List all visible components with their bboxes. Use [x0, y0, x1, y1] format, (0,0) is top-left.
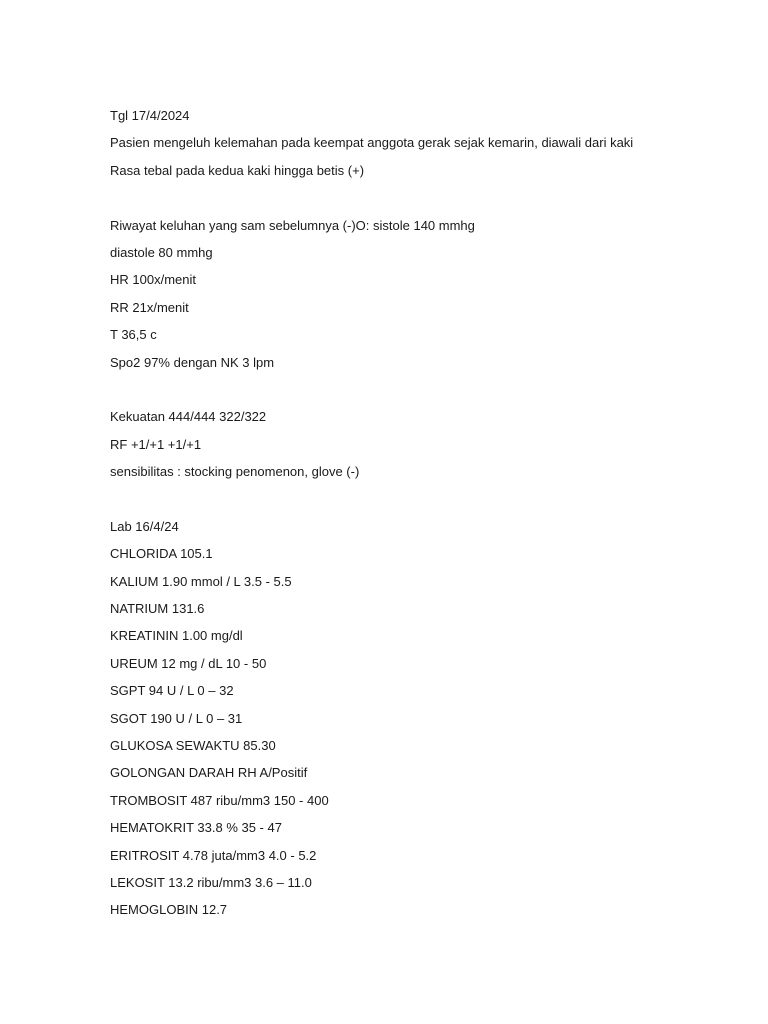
lab-result-row: GLUKOSA SEWAKTU 85.30 — [110, 737, 276, 753]
lab-result-row: LEKOSIT 13.2 ribu/mm3 3.6 – 11.0 — [110, 874, 312, 890]
lab-result-row: UREUM 12 mg / dL 10 - 50 — [110, 655, 267, 671]
diastole-line: diastole 80 mmhg — [110, 244, 213, 260]
lab-result-row: GOLONGAN DARAH RH A/Positif — [110, 765, 308, 781]
lab-result-row: SGOT 190 U / L 0 – 31 — [110, 710, 243, 726]
blank-line — [110, 485, 730, 512]
lab-result-row: SGPT 94 U / L 0 – 32 — [110, 683, 234, 699]
lab-result-row: TROMBOSIT 487 ribu/mm3 150 - 400 — [110, 792, 329, 808]
lab-header: Lab 16/4/24 — [110, 518, 179, 534]
heart-rate-line: HR 100x/menit — [110, 272, 196, 288]
lab-result-row: KALIUM 1.90 mmol / L 3.5 - 5.5 — [110, 573, 292, 589]
history-systole-line: Riwayat keluhan yang sam sebelumnya (-)O: sistole 140 mmhg — [110, 217, 475, 233]
lab-result-row: KREATININ 1.00 mg/dl — [110, 628, 243, 644]
resp-rate-line: RR 21x/menit — [110, 299, 189, 315]
complaint-line-2: Rasa tebal pada kedua kaki hingga betis (+) — [110, 162, 365, 178]
lab-result-row: CHLORIDA 105.1 — [110, 546, 213, 562]
sensibility-line: sensibilitas : stocking penomenon, glove (-) — [110, 464, 360, 480]
lab-result-row: HEMATOKRIT 33.8 % 35 - 47 — [110, 820, 282, 836]
spo2-line: Spo2 97% dengan NK 3 lpm — [110, 354, 275, 370]
date-line: Tgl 17/4/2024 — [110, 108, 190, 123]
strength-line: Kekuatan 444/444 322/322 — [110, 409, 267, 425]
lab-result-row: ERITROSIT 4.78 juta/mm3 4.0 - 5.2 — [110, 847, 317, 863]
temperature-line: T 36,5 c — [110, 327, 157, 343]
lab-result-row: NATRIUM 131.6 — [110, 601, 205, 617]
reflex-line: RF +1/+1 +1/+1 — [110, 436, 202, 452]
lab-result-row: HEMOGLOBIN 12.7 — [110, 902, 228, 918]
document-page — [110, 102, 730, 924]
blank-line — [110, 184, 730, 211]
blank-line — [110, 376, 730, 403]
complaint-line-1: Pasien mengeluh kelemahan pada keempat anggota gerak sejak kemarin, diawali dari kaki — [110, 135, 634, 151]
